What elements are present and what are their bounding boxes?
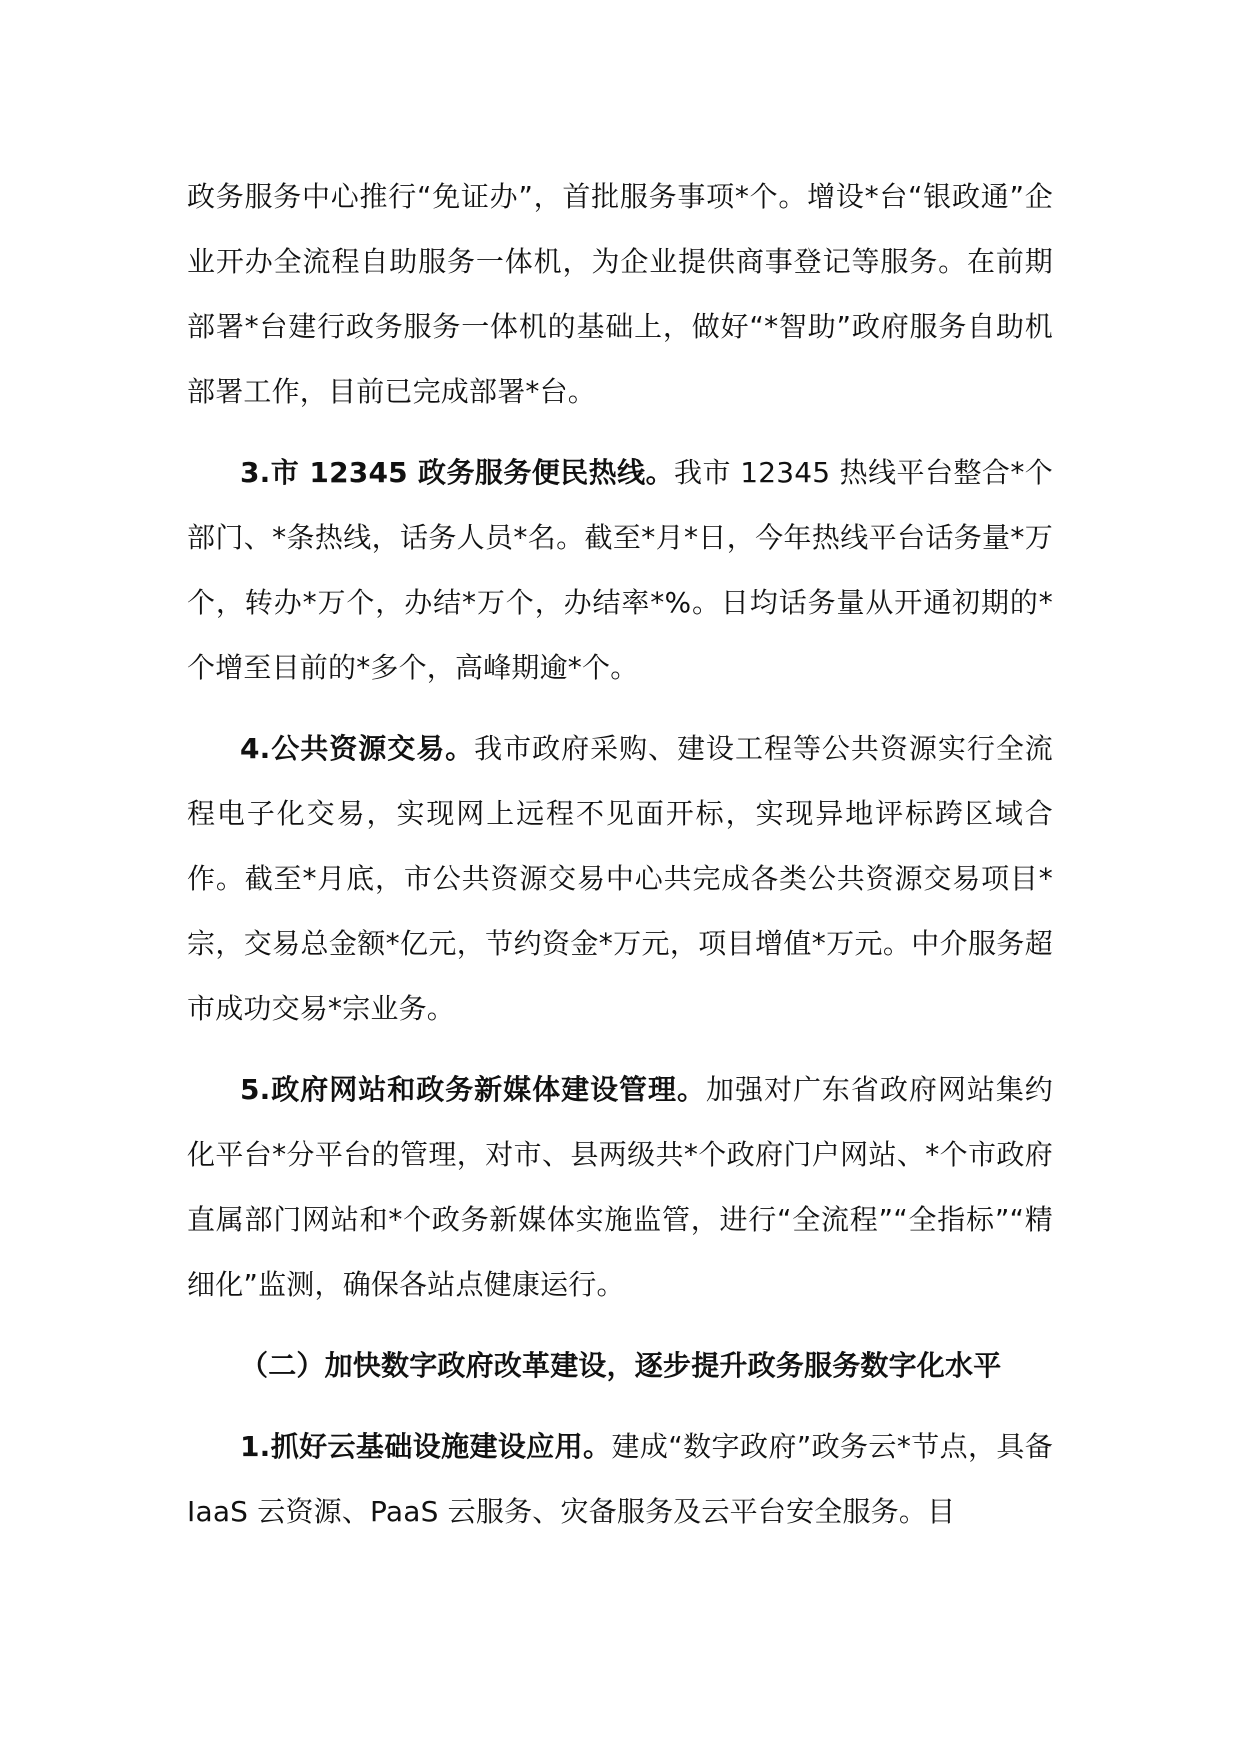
paragraph-text: 我市 12345 热线平台整合*个部门、*条热线，话务人员*名。截至*月*日，今年热线平台话务量*万个，转办*万个，办结*万个，办结率*%。日均话务量从开通初期的*个增至目前的*多个，高峰期逾*个。	[187, 456, 1053, 684]
paragraph-heading: 4.公共资源交易。	[240, 732, 475, 765]
paragraph-text: 建成“数字政府”政务云*节点，具备 IaaS 云资源、PaaS 云服务、灾备服务及云平台安全服务。目	[187, 1430, 1054, 1528]
paragraph-text: 加强对广东省政府网站集约化平台*分平台的管理，对市、县两级共*个政府门户网站、*个市政府直属部门网站和*个政务新媒体实施监管，进行“全流程”“全指标”“精细化”监测，确保各站点健康运行。	[187, 1073, 1053, 1301]
document-body	[187, 164, 1053, 1560]
paragraph-cloud-infrastructure	[187, 1414, 1053, 1544]
paragraph-heading: 5.政府网站和政务新媒体建设管理。	[240, 1073, 707, 1106]
section-heading: （二）加快数字政府改革建设，逐步提升政务服务数字化水平	[240, 1349, 1002, 1382]
paragraph-heading: 1.抓好云基础设施建设应用。	[240, 1430, 612, 1463]
paragraph-text: 我市政府采购、建设工程等公共资源实行全流程电子化交易，实现网上远程不见面开标，实现异地评标跨区域合作。截至*月底，市公共资源交易中心共完成各类公共资源交易项目*宗，交易总金额*亿元，节约资金*万元，项目增值*万元。中介服务超市成功交易*宗业务。	[187, 732, 1053, 1025]
paragraph-service-center	[187, 164, 1053, 424]
paragraph-public-resources	[187, 716, 1053, 1041]
paragraph-hotline	[187, 440, 1053, 700]
paragraph-government-websites	[187, 1057, 1053, 1317]
paragraph-heading: 3.市 12345 政务服务便民热线。	[240, 456, 675, 489]
paragraph-text: 政务服务中心推行“免证办”，首批服务事项*个。增设*台“银政通”企业开办全流程自助服务一体机，为企业提供商事登记等服务。在前期部署*台建行政务服务一体机的基础上，做好“*智助”政府服务自助机部署工作，目前已完成部署*台。	[187, 180, 1053, 408]
